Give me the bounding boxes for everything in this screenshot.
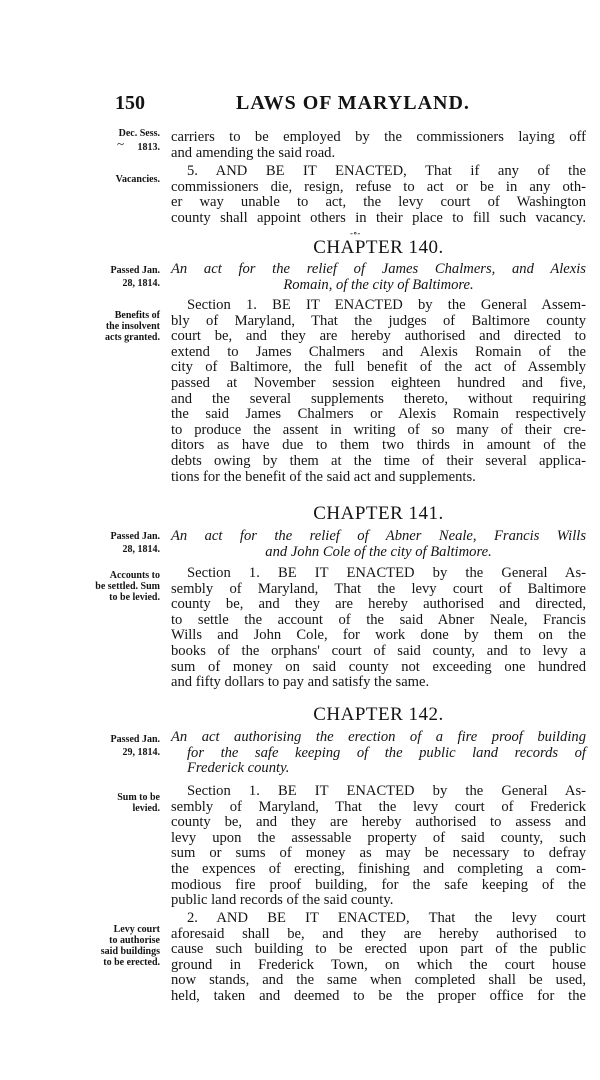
chapter-141-title: An act for the relief of Abner Neale, Francis Wills and John Cole of the city of Baltimore. — [171, 528, 586, 560]
chapter-142-heading: CHAPTER 142. — [313, 704, 444, 725]
margin-note-vacancies: Vacancies. — [115, 174, 160, 185]
margin-note-levy: Levy court to authorise said buildings to be erected. — [100, 924, 160, 968]
ornament-flourish: ~ — [117, 136, 125, 151]
chapter-140-title: An act for the relief of James Chalmers, and Alexis Romain, of the city of Baltimore. — [171, 261, 586, 293]
chapter-142-section-2: 2. AND BE IT ENACTED, That the levy court aforesaid shall be, and they are hereby authorised to cause such building to be erected upon part of the public ground in Frederick Town, on which the court house now stands, and the same when completed shall be used, held, taken and deemed to be the proper office for the — [171, 910, 586, 1004]
chapter-140-text: Section 1. BE IT ENACTED by the General Assem- bly of Maryland, That the judges of Baltimore county court be, and they are hereby authorised and directed to extend to James Chalmers and Alexis Romain of the city of Baltimore, the full benefit of the act of Assembly passed at November session eighteen hundred and five, and the several supplements thereto, without requiring the said James Chalmers or Alexis Romain respectively to produce the assent in writing of so many of their cre- ditors as have due to them two thirds in amount of the debts owing by them at the time of their several applica- tions for the benefit of the said act and supplements. — [171, 297, 586, 485]
chapter-140-heading: CHAPTER 140. — [313, 237, 444, 258]
chapter-141-heading: CHAPTER 141. — [313, 503, 444, 524]
margin-note-sum: Sum to be levied. — [117, 792, 160, 814]
intro-paragraph: carriers to be employed by the commissioners laying off and amending the said road. — [171, 129, 586, 161]
margin-note-benefits: Benefits of the insolvent acts granted. — [105, 310, 160, 343]
margin-note-passed-141: Passed Jan. 28, 1814. — [110, 531, 160, 555]
section-divider: -∘- — [350, 228, 361, 238]
margin-note-passed-140: Passed Jan. 28, 1814. — [110, 265, 160, 289]
margin-note-passed-142: Passed Jan. 29, 1814. — [110, 734, 160, 758]
chapter-141-text: Section 1. BE IT ENACTED by the General As- sembly of Maryland, That the levy court of Baltimore county be, and they are hereby authorised and directed, to settle the account of the said Abner Neale, Francis Wills and John Cole, for work done by them on the books of the orphans' court of said county, and to levy a sum of money on said county not exceeding one hundred and fifty dollars to pay and satisfy the same. — [171, 565, 586, 691]
section-5-paragraph: 5. AND BE IT ENACTED, That if any of the commissioners die, resign, refuse to act or be in any oth- er way unable to act, the levy court of Washington county shall appoint others in their place to fill such vacancy. — [171, 163, 586, 226]
margin-note-accounts: Accounts to be settled. Sum to be levied. — [95, 570, 160, 603]
running-header — [0, 92, 600, 120]
page-number: 150 — [115, 92, 145, 114]
page-title: LAWS OF MARYLAND. — [236, 92, 470, 114]
chapter-142-title: An act authorising the erection of a fire proof building for the safe keeping of the public land records of Frederick county. — [171, 729, 586, 777]
chapter-142-text: Section 1. BE IT ENACTED by the General As- sembly of Maryland, That the levy court of Frederick county be, and they are hereby authorised to assess and levy upon the assessable property of said county, such sum or sums of money as may be necessary to defray the expences of erecting, finishing and completing a com- modious fire proof building, for the safe keeping of the public land records of the said county. — [171, 783, 586, 909]
margin-note-session: Dec. Sess. 1813. — [118, 128, 160, 153]
